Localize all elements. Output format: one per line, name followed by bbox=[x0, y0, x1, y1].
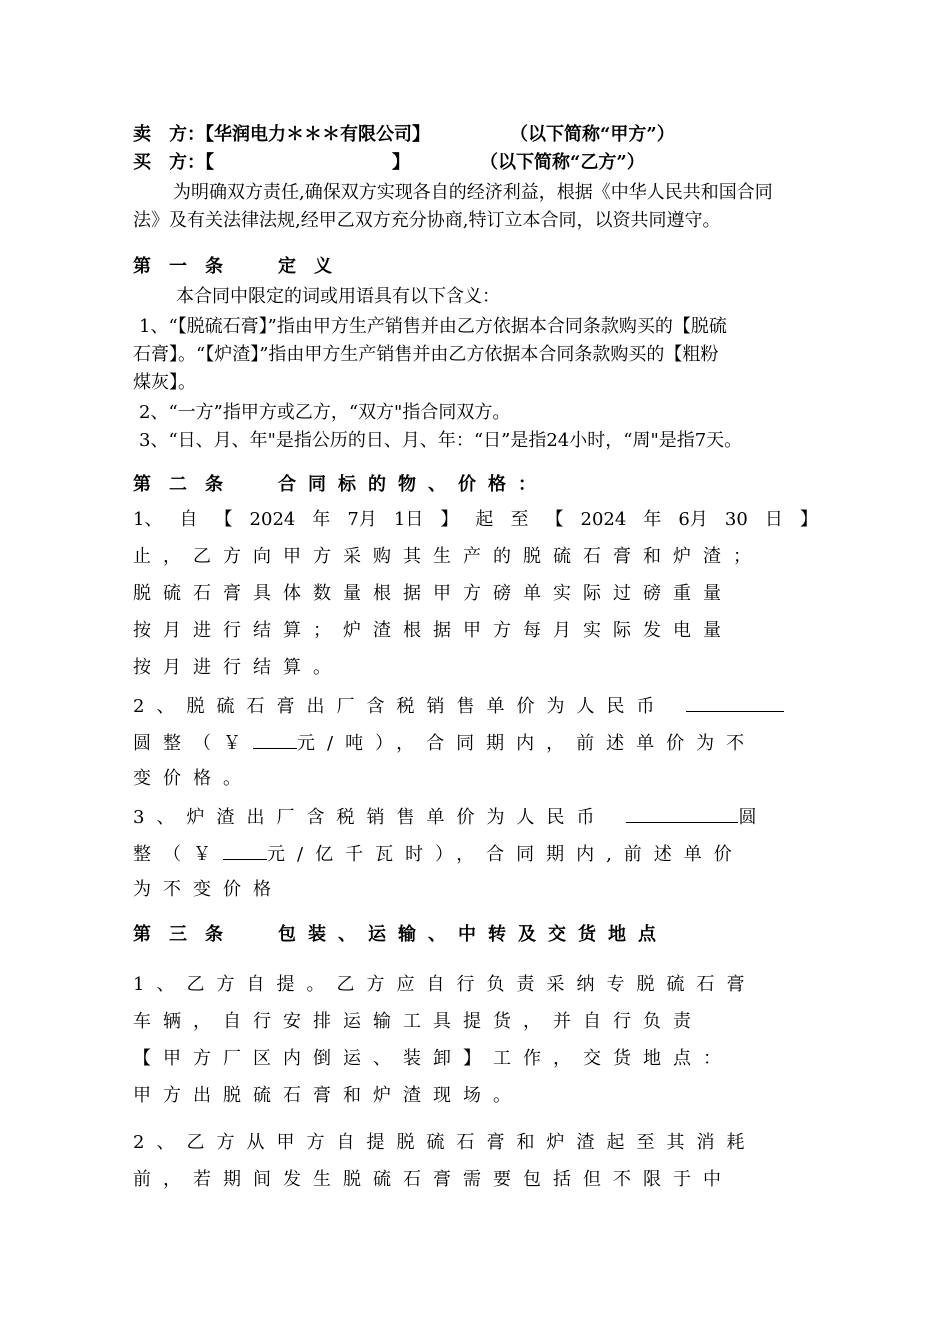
article-3-number: 第 三 条 bbox=[133, 924, 223, 945]
buyer-label: 买 方： bbox=[133, 152, 205, 173]
seller-label: 卖 方： bbox=[133, 124, 205, 145]
intro-line-2: 法》及有关法律法规,经甲乙双方充分协商,特订立本合同，以资共同遵守。 bbox=[133, 210, 721, 231]
article-2-item-1-line-5: 按月进行结算。 bbox=[133, 657, 343, 678]
date-token: 7月 bbox=[347, 509, 377, 530]
article-2-item-2-line-2 bbox=[133, 730, 756, 756]
gypsum-price-text: 2、脱硫石膏出厂含税销售单价为人民币 bbox=[133, 696, 667, 717]
article-1-item-1-line-1: 1、“【脱硫石膏】”指由甲方生产销售并由乙方依据本合同条款购买的【脱硫 bbox=[139, 316, 727, 337]
article-2-item-3-line-1 bbox=[133, 804, 756, 830]
gypsum-price-prefix: 圆整（￥ bbox=[133, 733, 253, 754]
date-token: 2024 bbox=[580, 509, 627, 530]
article-2-item-3-line-3: 为不变价格 bbox=[133, 879, 283, 900]
buyer-bracket-close: 】 bbox=[392, 152, 410, 173]
buyer-short-name: （以下简称“乙方”） bbox=[480, 152, 645, 173]
article-3-item-1-line-2: 车辆，自行安排运输工具提货，并自行负责 bbox=[133, 1011, 703, 1032]
date-token: 年 bbox=[312, 509, 331, 530]
article-3-item-2-line-1: 2、乙方从甲方自提脱硫石膏和炉渣起至其消耗 bbox=[133, 1132, 757, 1153]
date-token: 起 bbox=[475, 509, 494, 530]
gypsum-price-amount-blank bbox=[253, 730, 297, 749]
article-1-item-2: 2、“一方”指甲方或乙方，“双方"指合同双方。 bbox=[139, 402, 511, 423]
article-1-heading bbox=[133, 255, 332, 279]
article-2-number: 第 二 条 bbox=[133, 474, 223, 495]
article-3-item-2-line-2: 前，若期间发生脱硫石膏需要包括但不限于中 bbox=[133, 1169, 733, 1190]
date-token: 年 bbox=[643, 509, 662, 530]
article-1-item-1-line-3: 煤灰】。 bbox=[133, 372, 196, 393]
date-token: 1日 bbox=[393, 509, 424, 530]
buyer-bracket-open: 【 bbox=[205, 152, 214, 173]
article-2-item-2-line-1 bbox=[133, 693, 784, 719]
seller-short-name: （以下简称“甲方”） bbox=[510, 124, 675, 145]
article-1-number: 第 一 条 bbox=[133, 256, 223, 277]
article-3-item-1-line-4: 甲方出脱硫石膏和炉渣现场。 bbox=[133, 1085, 523, 1106]
article-1-lead: 本合同中限定的词或用语具有以下含义： bbox=[176, 286, 500, 307]
date-token: 1、 bbox=[133, 509, 163, 530]
article-3-item-1-line-1: 1、乙方自提。乙方应自行负责采纳专脱硫石膏 bbox=[133, 974, 757, 995]
seller-line bbox=[133, 123, 675, 147]
date-token: 【 bbox=[214, 509, 233, 530]
slag-price-text: 3、炉渣出厂含税销售单价为人民币 bbox=[133, 807, 607, 828]
slag-price-prefix: 整（￥ bbox=[133, 844, 223, 865]
date-token: 日 bbox=[764, 509, 783, 530]
intro-line-1: 为明确双方责任,确保双方实现各自的经济利益，根据《中华人民共和国合同 bbox=[173, 182, 773, 203]
buyer-line bbox=[133, 151, 645, 175]
date-token: 30 bbox=[724, 509, 748, 530]
date-token: 】 bbox=[440, 509, 459, 530]
article-3-title: 包装、运输、中转及交货地点 bbox=[278, 924, 668, 945]
article-2-item-1-line-1 bbox=[133, 508, 818, 532]
article-2-item-1-line-4: 按月进行结算；炉渣根据甲方每月实际发电量 bbox=[133, 620, 733, 641]
date-token: 至 bbox=[510, 509, 529, 530]
article-2-heading bbox=[133, 473, 548, 497]
date-token: 2024 bbox=[249, 509, 296, 530]
article-3-heading bbox=[133, 923, 668, 947]
article-3-item-1-line-3: 【甲方厂区内倒运、装卸】工作，交货地点： bbox=[133, 1048, 733, 1069]
article-2-item-1-line-2: 止，乙方向甲方采购其生产的脱硫石膏和炉渣； bbox=[133, 546, 763, 567]
slag-price-blank bbox=[626, 804, 738, 823]
slag-price-yuan: 圆 bbox=[738, 807, 757, 828]
article-1-item-1-line-2: 石膏】。“【炉渣】”指由甲方生产销售并由乙方依据本合同条款购买的【粗粉 bbox=[133, 344, 719, 365]
article-2-item-1-line-3: 脱硫石膏具体数量根据甲方磅单实际过磅重量 bbox=[133, 583, 733, 604]
date-token: 【 bbox=[545, 509, 564, 530]
date-token: 6月 bbox=[678, 509, 708, 530]
slag-price-suffix: 元/亿千瓦时），合同期内,前述单价 bbox=[267, 844, 744, 865]
date-token: 】 bbox=[799, 509, 818, 530]
seller-name: 【华润电力＊＊＊有限公司】 bbox=[205, 124, 430, 145]
article-1-item-3: 3、“日、月、年"是指公历的日、月、年：“日”是指24小时，“周"是指7天。 bbox=[139, 430, 743, 451]
article-2-item-2-line-3: 变价格。 bbox=[133, 768, 253, 789]
slag-price-amount-blank bbox=[223, 841, 267, 860]
date-token: 自 bbox=[179, 509, 198, 530]
gypsum-price-blank bbox=[686, 693, 784, 712]
article-2-item-3-line-2 bbox=[133, 841, 744, 867]
article-1-title: 定 义 bbox=[278, 256, 332, 277]
article-2-title: 合同标的物、价格： bbox=[278, 474, 548, 495]
gypsum-price-suffix: 元/吨），合同期内，前述单价为不 bbox=[297, 733, 757, 754]
